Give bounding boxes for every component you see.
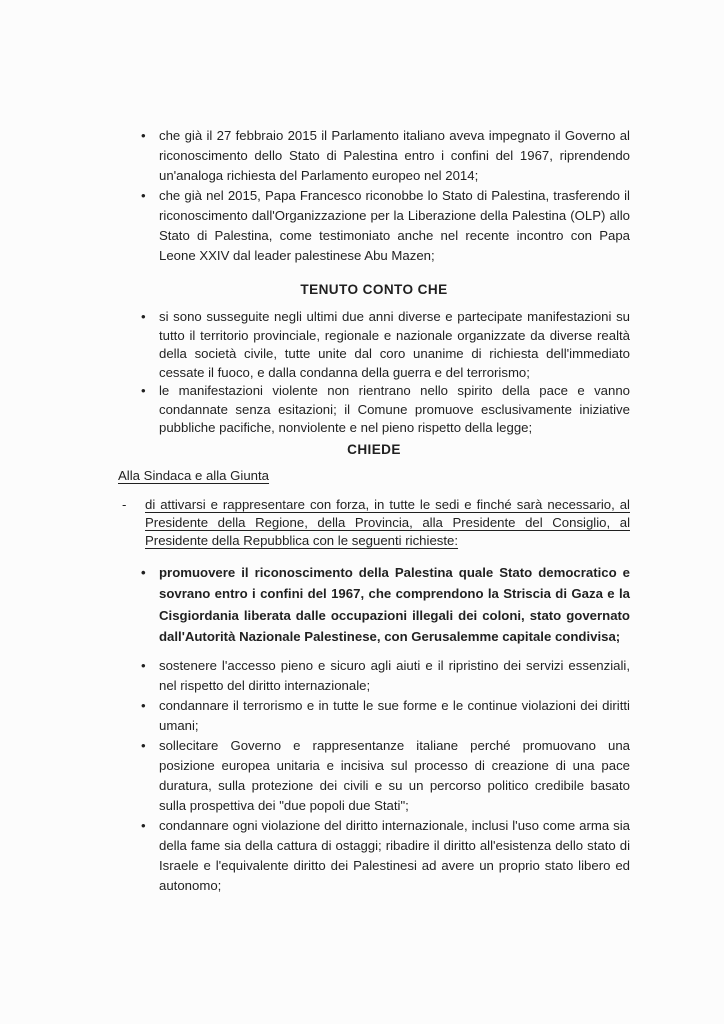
bullet-marker <box>141 736 146 756</box>
premise-text: che già nel 2015, Papa Francesco riconobbe lo Stato di Palestina, trasferendo il riconoscimento dall'Organizzazione per la Liberazione della Palestina (OLP) allo Stato di Palestina, come testimoniato anche nel recente incontro con Papa Leone XXIV dal leader palestinese Abu Mazen; <box>159 188 630 263</box>
bullet-marker <box>141 562 146 584</box>
requests-list <box>118 562 630 896</box>
list-item <box>118 308 630 382</box>
premises-list <box>118 126 630 266</box>
dash-marker <box>122 496 126 514</box>
bullet-marker <box>141 696 146 716</box>
list-item <box>118 736 630 816</box>
list-item <box>118 656 630 696</box>
premise-text: che già il 27 febbraio 2015 il Parlamento italiano aveva impegnato il Governo al riconoscimento dello Stato di Palestina entro i confini del 1967, riprendendo un'analoga richiesta del Parlamento europeo nel 2014; <box>159 128 630 183</box>
bullet-marker <box>141 126 146 146</box>
list-item <box>118 382 630 438</box>
request-text: sollecitare Governo e rappresentanze italiane perché promuovano una posizione europea unitaria e incisiva sul processo di creazione di una pace duratura, sulla protezione dei civili e su un percorso politico credibile basato sulla prospettiva dei "due popoli due Stati"; <box>159 737 630 813</box>
considering-text: si sono susseguite negli ultimi due anni diverse e partecipate manifestazioni su tutto il territorio provinciale, regionale e nazionale organizzate da diverse realtà della società civile, tutte unite dal coro unanime di richiesta dell'immediato cessate il fuoco, e dalla condanna della guerra e del terrorismo; <box>159 309 630 380</box>
mandate-text: di attivarsi e rappresentare con forza, in tutte le sedi e finché sarà necessario, al Presidente della Regione, della Provincia, alla Presidente del Consiglio, al Presidente della Repubblica con le seguenti richieste: <box>145 496 630 548</box>
bullet-marker <box>141 656 146 676</box>
addressee-line <box>118 466 630 486</box>
request-text: condannare ogni violazione del diritto internazionale, inclusi l'uso come arma sia della fame sia della cattura di ostaggi; ribadire il diritto all'esistenza dello stato di Israele e l'equivalente diritto dei Palestinesi ad avere un proprio stato libero ed autonomo; <box>159 817 630 893</box>
document-content <box>118 126 630 896</box>
list-item <box>118 126 630 186</box>
list-item <box>118 696 630 736</box>
request-text: promuovere il riconoscimento della Palestina quale Stato democratico e sovrano entro i confini del 1967, che comprendono la Striscia di Gaza e la Cisgiordania liberata dalle occupazioni illegali dei coloni, stato governato dall'Autorità Nazionale Palestinese, con Gerusalemme capitale condivisa; <box>159 564 630 644</box>
section-heading-considering: TENUTO CONTO CHE <box>300 282 448 297</box>
request-text: condannare il terrorismo e in tutte le sue forme e le continue violazioni dei diritti umani; <box>159 697 630 733</box>
mandate-item <box>118 496 630 550</box>
considering-text: le manifestazioni violente non rientrano nello spirito della pace e vanno condannate senza esitazioni; il Comune promuove esclusivamente iniziative pubbliche pacifiche, nonviolente e nel pieno rispetto della legge; <box>159 383 630 435</box>
list-item <box>118 562 630 648</box>
bullet-marker <box>141 382 146 401</box>
section-heading-request: CHIEDE <box>347 441 401 457</box>
bullet-marker <box>141 816 146 836</box>
list-item <box>118 816 630 896</box>
request-text: sostenere l'accesso pieno e sicuro agli aiuti e il ripristino dei servizi essenziali, nel rispetto del diritto internazionale; <box>159 657 630 693</box>
considering-list <box>118 308 630 438</box>
list-item <box>118 186 630 266</box>
addressee-text: Alla Sindaca e alla Giunta <box>118 467 270 483</box>
bullet-marker <box>141 186 146 206</box>
bullet-marker <box>141 308 146 327</box>
